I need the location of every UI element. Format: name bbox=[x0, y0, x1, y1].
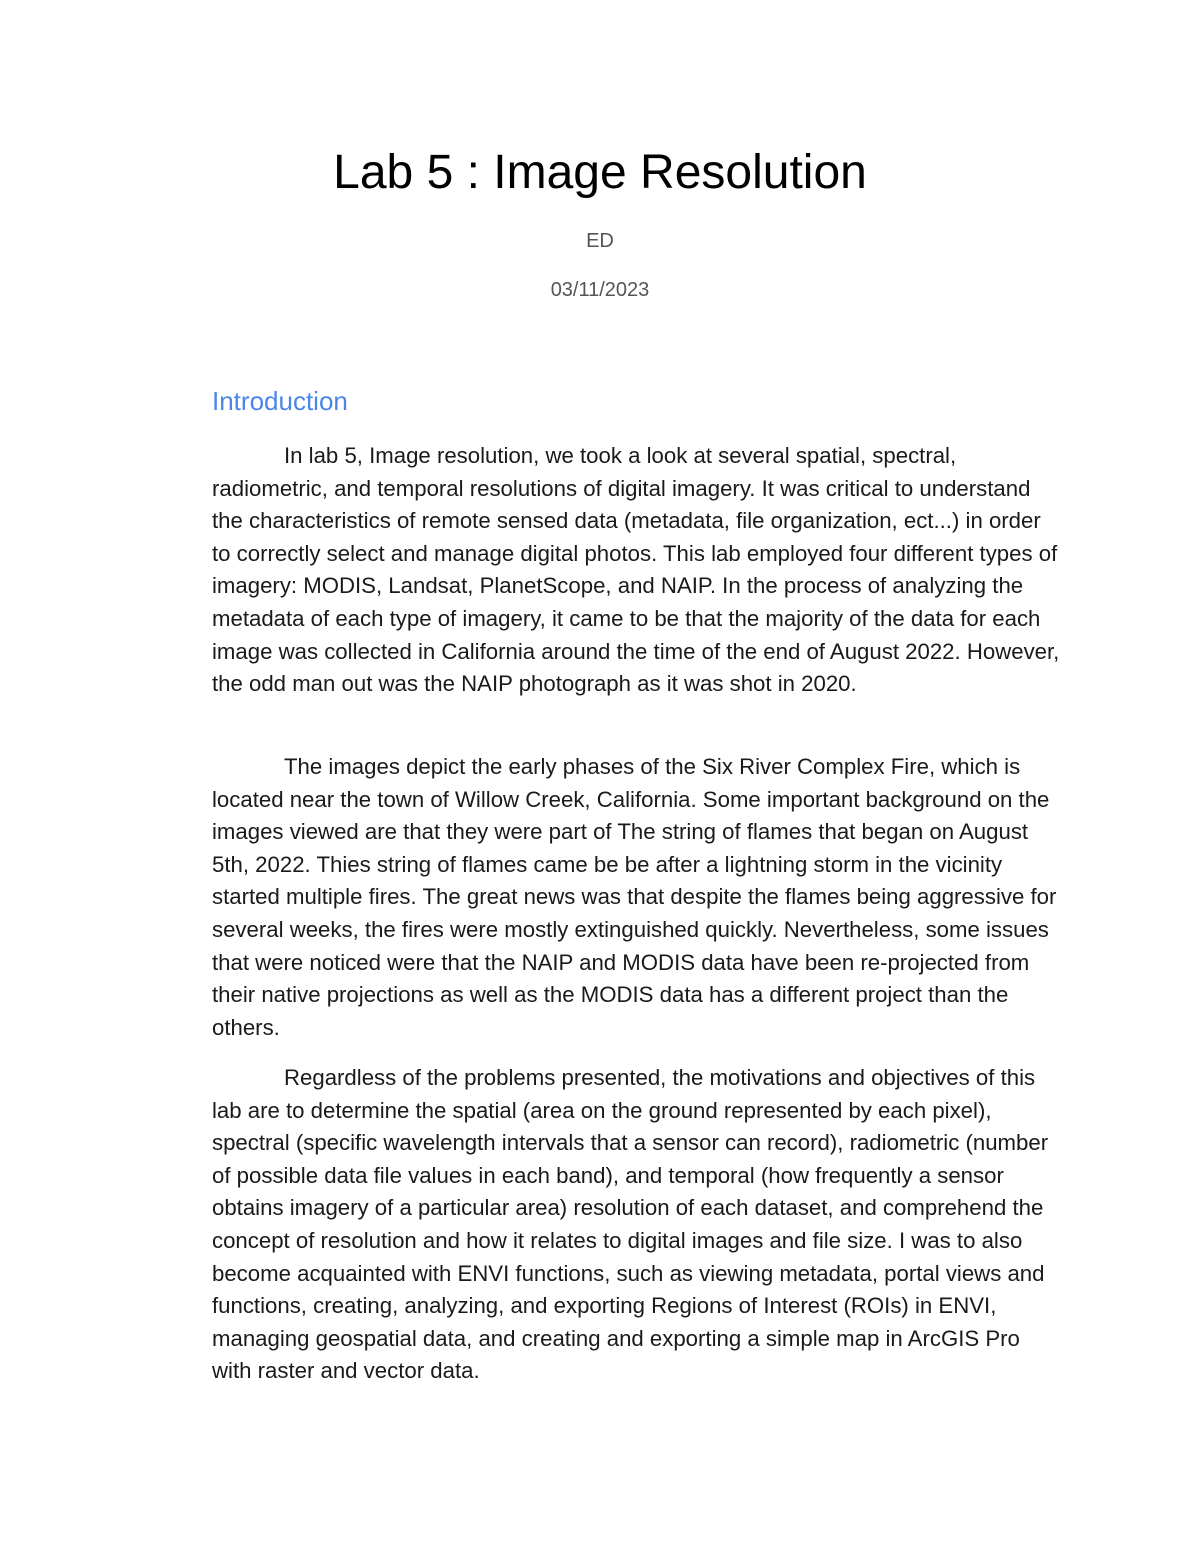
document-date: 03/11/2023 bbox=[550, 279, 650, 301]
section-heading-introduction: Introduction bbox=[212, 386, 348, 416]
intro-paragraph-1: In lab 5, Image resolution, we took a look at several spatial, spectral, radiometric, and temporal resolutions of digital imagery. It was critical to understand the characteristics of remote sensed data (metadata, file organization, ect...) in order to correctly select and manage digital photos. This lab employed four different types of imagery: MODIS, Landsat, PlanetScope, and NAIP. In the process of analyzing the metadata of each type of imagery, it came to be that the majority of the data for each image was collected in California around the time of the end of August 2022. However, the odd man out was the NAIP photograph as it was shot in 2020. bbox=[212, 443, 1060, 697]
intro-paragraph-2: The images depict the early phases of the Six River Complex Fire, which is located near the town of Willow Creek, California. Some important background on the images viewed are that they were part of The string of flames that began on August 5th, 2022. Thies string of flames came be be after a lightning storm in the vicinity started multiple fires. The great news was that despite the flames being aggressive for several weeks, the fires were mostly extinguished quickly. Nevertheless, some issues that were noticed were that the NAIP and MODIS data have been re-projected from their native projections as well as the MODIS data has a different project than the others. bbox=[212, 754, 1057, 1040]
intro-paragraph-3: Regardless of the problems presented, the motivations and objectives of this lab are to determine the spatial (area on the ground represented by each pixel), spectral (specific wavelength intervals that a sensor can record), radiometric (number of possible data file values in each band), and temporal (how frequently a sensor obtains imagery of a particular area) resolution of each dataset, and comprehend the concept of resolution and how it relates to digital images and file size. I was to also become acquainted with ENVI functions, such as viewing metadata, portal views and functions, creating, analyzing, and exporting Regions of Interest (ROIs) in ENVI, managing geospatial data, and creating and exporting a simple map in ArcGIS Pro with raster and vector data. bbox=[212, 1065, 1049, 1384]
document-author: ED bbox=[586, 230, 614, 252]
document-title: Lab 5 : Image Resolution bbox=[333, 146, 867, 199]
